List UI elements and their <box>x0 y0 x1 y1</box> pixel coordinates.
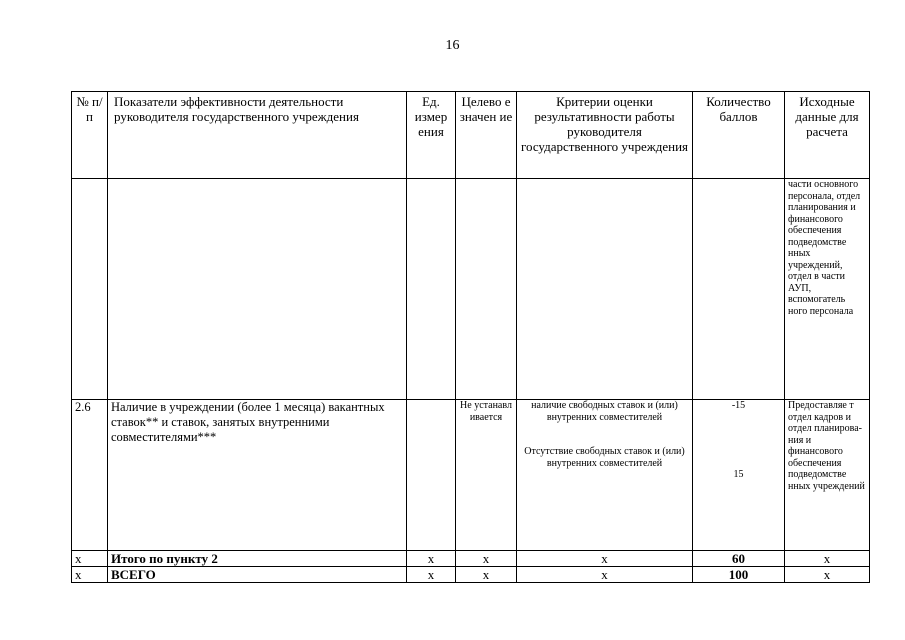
grand-total-criteria: х <box>517 567 693 583</box>
page-number: 16 <box>445 38 460 53</box>
grand-total-unit: х <box>407 567 456 583</box>
header-num: № п/п <box>72 92 108 179</box>
cont-num-cell <box>72 179 108 400</box>
header-unit: Ед. измер ения <box>407 92 456 179</box>
row-2-6-criteria <box>517 400 693 551</box>
cont-target-cell <box>456 179 517 400</box>
total-criteria: х <box>517 551 693 567</box>
total-target: х <box>456 551 517 567</box>
cont-points-cell <box>693 179 785 400</box>
row-2-6-points <box>693 400 785 551</box>
total-label: Итого по пункту 2 <box>108 551 407 567</box>
header-criteria: Критерии оценки результативности работы руководителя государственного учреждения <box>517 92 693 179</box>
points-option-1: -15 <box>731 400 746 411</box>
total-num: х <box>72 551 108 567</box>
header-source: Исходные данные для расчета <box>785 92 870 179</box>
grand-total-target: х <box>456 567 517 583</box>
evaluation-table <box>71 91 870 583</box>
criteria-option-1: наличие свободных ставок и (или) внутренних совместителей <box>531 400 678 423</box>
row-2-6-unit <box>407 400 456 551</box>
header-target: Целево е значен ие <box>456 92 517 179</box>
total-row-item-2 <box>72 551 870 567</box>
total-unit: х <box>407 551 456 567</box>
total-points: 60 <box>693 551 785 567</box>
cont-criteria-cell <box>517 179 693 400</box>
row-2-6 <box>72 400 870 551</box>
grand-total-num: х <box>72 567 108 583</box>
header-indicator: Показатели эффективности деятельности руководителя государственного учреждения <box>108 92 407 179</box>
row-2-6-source: Предоставляе т отдел кадров и отдел планирова-ния и финансового обеспечения подведомстве нных учреждений <box>785 400 870 551</box>
cont-unit-cell <box>407 179 456 400</box>
row-2-6-num: 2.6 <box>72 400 108 551</box>
grand-total-label: ВСЕГО <box>108 567 407 583</box>
grand-total-points: 100 <box>693 567 785 583</box>
row-2-6-target: Не устанавл ивается <box>456 400 517 551</box>
continuation-row <box>72 179 870 400</box>
total-row-all <box>72 567 870 583</box>
header-row <box>72 92 870 179</box>
row-2-6-indicator: Наличие в учреждении (более 1 месяца) вакантных ставок** и ставок, занятых внутренними совместителями*** <box>108 400 407 551</box>
points-option-2: 15 <box>733 468 744 480</box>
grand-total-source: х <box>785 567 870 583</box>
criteria-option-2: Отсутствие свободных ставок и (или) внутренних совместителей <box>524 446 685 469</box>
cont-source-cell: части основного персонала, отдел планирования и финансового обеспечения подведомстве нных учреждений, отдел в части АУП, вспомогатель ного персонала <box>785 179 870 400</box>
header-points: Количество баллов <box>693 92 785 179</box>
total-source: х <box>785 551 870 567</box>
cont-indicator-cell <box>108 179 407 400</box>
